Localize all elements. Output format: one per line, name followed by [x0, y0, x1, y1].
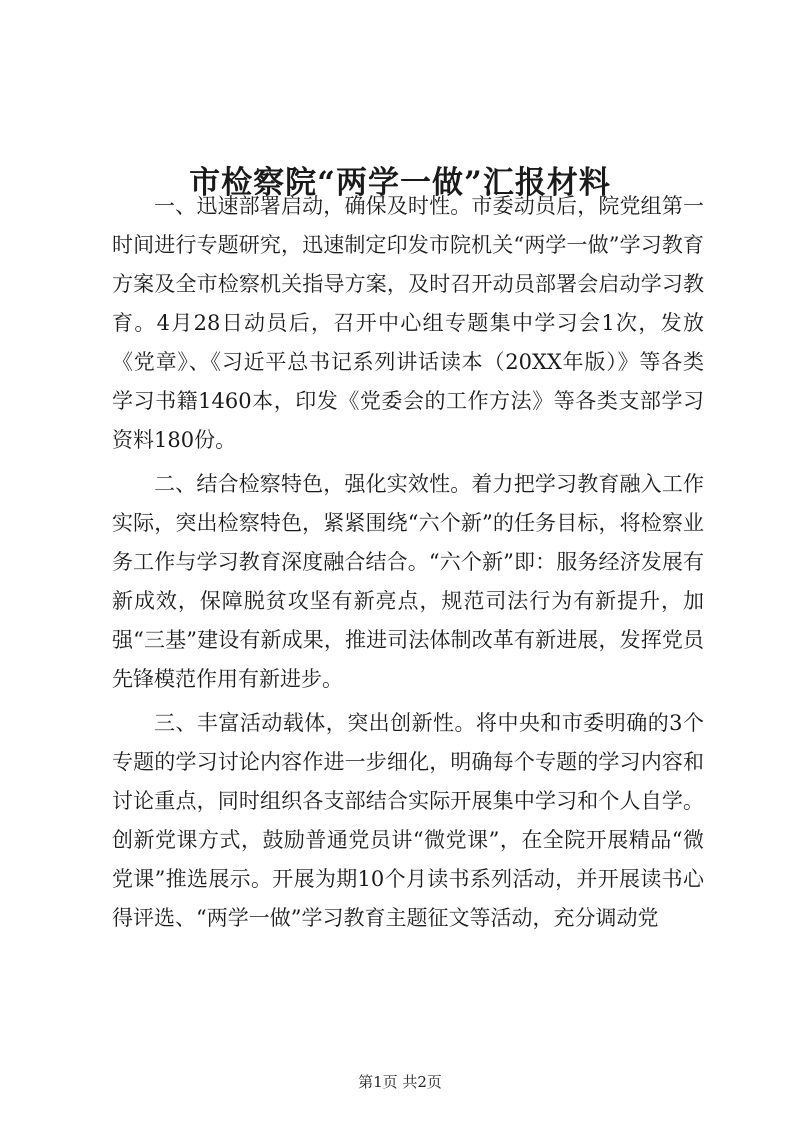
paragraph-2: 二、结合检察特色，强化实效性。着力把学习教育融入工作实际，突出检察特色，紧紧围绕“六个新”的任务目标，将检察业务工作与学习教育深度融合结合。“六个新”即：服务经济发展有新成效，保障脱贫攻坚有新亮点，规范司法行为有新提升，加强“三基”建设有新成果，推进司法体制改革有新进展，发挥党员先锋模范作用有新进步。 — [112, 472, 704, 691]
document-body — [112, 187, 704, 943]
paragraph-1: 一、迅速部署启动，确保及时性。市委动员后，院党组第一时间进行专题研究，迅速制定印发市院机关“两学一做”学习教育方案及全市检察机关指导方案，及时召开动员部署会启动学习教育。4月28日动员后，召开中心组专题集中学习会1次，发放《党章》、《习近平总书记系列讲话读本（20XX年版）》等各类学习书籍1460本，印发《党委会的工作方法》等各类支部学习资料180份。 — [112, 194, 704, 452]
page-number-footer: 第1页 共2页 — [358, 1073, 442, 1091]
document-title: 市检察院“两学一做”汇报材料 — [189, 164, 611, 201]
paragraph-3: 三、丰富活动载体，突出创新性。将中央和市委明确的3个专题的学习讨论内容作进一步细化，明确每个专题的学习内容和讨论重点，同时组织各支部结合实际开展集中学习和个人自学。创新党课方式，鼓励普通党员讲“微党课”，在全院开展精品“微党课”推选展示。开展为期10个月读书系列活动，并开展读书心得评选、“两学一做”学习教育主题征文等活动，充分调动党 — [112, 711, 704, 930]
